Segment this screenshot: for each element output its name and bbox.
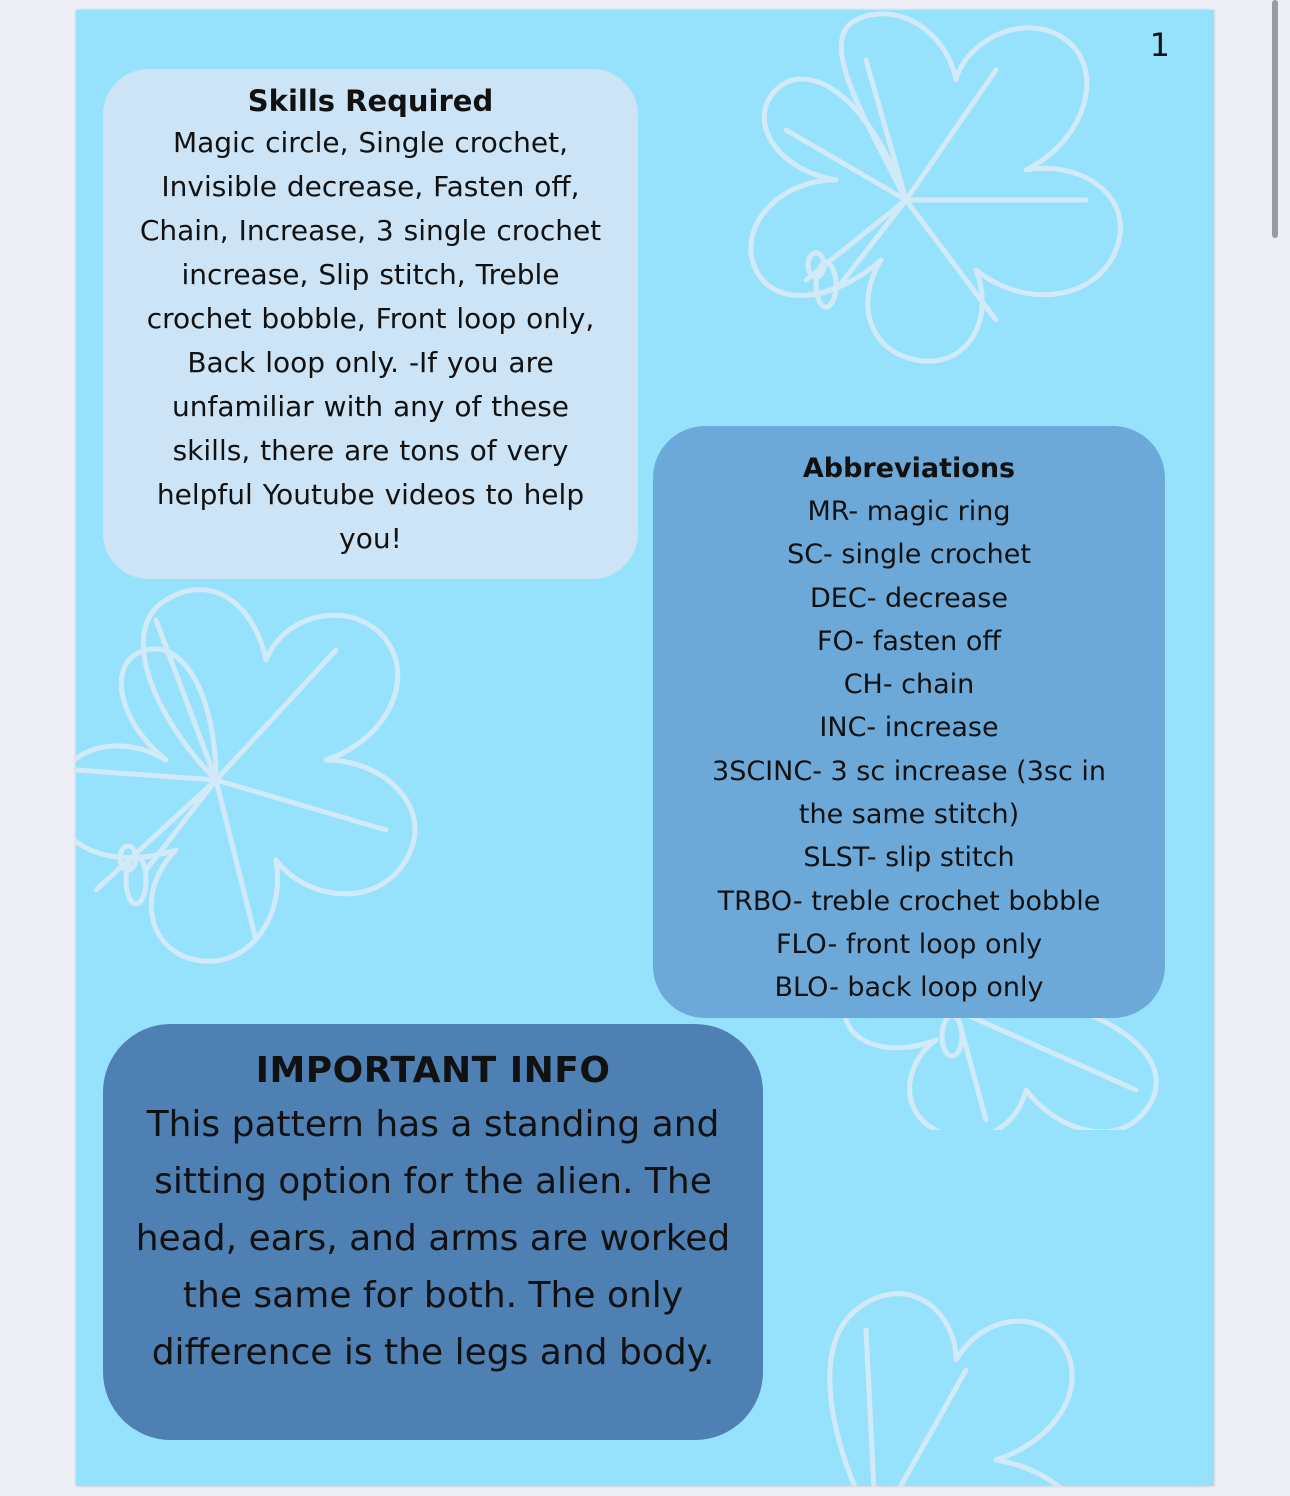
scrollbar[interactable] [1270,0,1280,1496]
skills-required-title: Skills Required [247,84,494,118]
important-info-title: IMPORTANT INFO [255,1050,611,1091]
abbreviation-item: MR- magic ring [807,496,1011,527]
abbreviation-item: SLST- slip stitch [803,842,1015,874]
abbreviation-item: TRBO- treble crochet bobble [717,885,1101,917]
abbreviations-card [653,426,1165,1018]
hibiscus-flower-icon [666,10,1146,380]
important-info-card [103,1024,763,1440]
abbreviation-item: CH- chain [843,669,975,701]
abbreviation-item: SC- single crochet [787,539,1031,571]
abbreviation-item: the same stitch) [798,799,1020,831]
abbreviation-item: INC- increase [819,712,999,744]
skills-required-card [103,69,638,579]
scrollbar-thumb[interactable] [1272,0,1278,238]
abbreviations-list [653,490,1165,1010]
abbreviation-item: 3SCINC- 3 sc increase (3sc in [712,755,1106,787]
abbreviation-item: FLO- front loop only [775,928,1043,960]
abbreviations-title: Abbreviations [802,453,1016,484]
hibiscus-flower-icon [76,570,496,990]
document-page [76,10,1214,1486]
abbreviation-item: DEC- decrease [810,582,1008,614]
page-number: 1 [1149,26,1170,64]
abbreviation-item: BLO- back loop only [774,972,1044,1004]
skills-required-body: Magic circle, Single crochet, Invisible decrease, Fasten off, Chain, Increase, 3 single crochet increase, Slip stitch, Treble crochet bobble, Front loop only, Back loop only. -If you are unfamiliar with any of these skills, there are tons of very helpful Youtube videos to help you! [139,126,602,555]
important-info-body: This pattern has a standing and sitting option for the alien. The head, ears, and arms are worked the same for both. The only difference is the legs and body. [135,1104,731,1373]
abbreviation-item: FO- fasten off [817,625,1001,657]
